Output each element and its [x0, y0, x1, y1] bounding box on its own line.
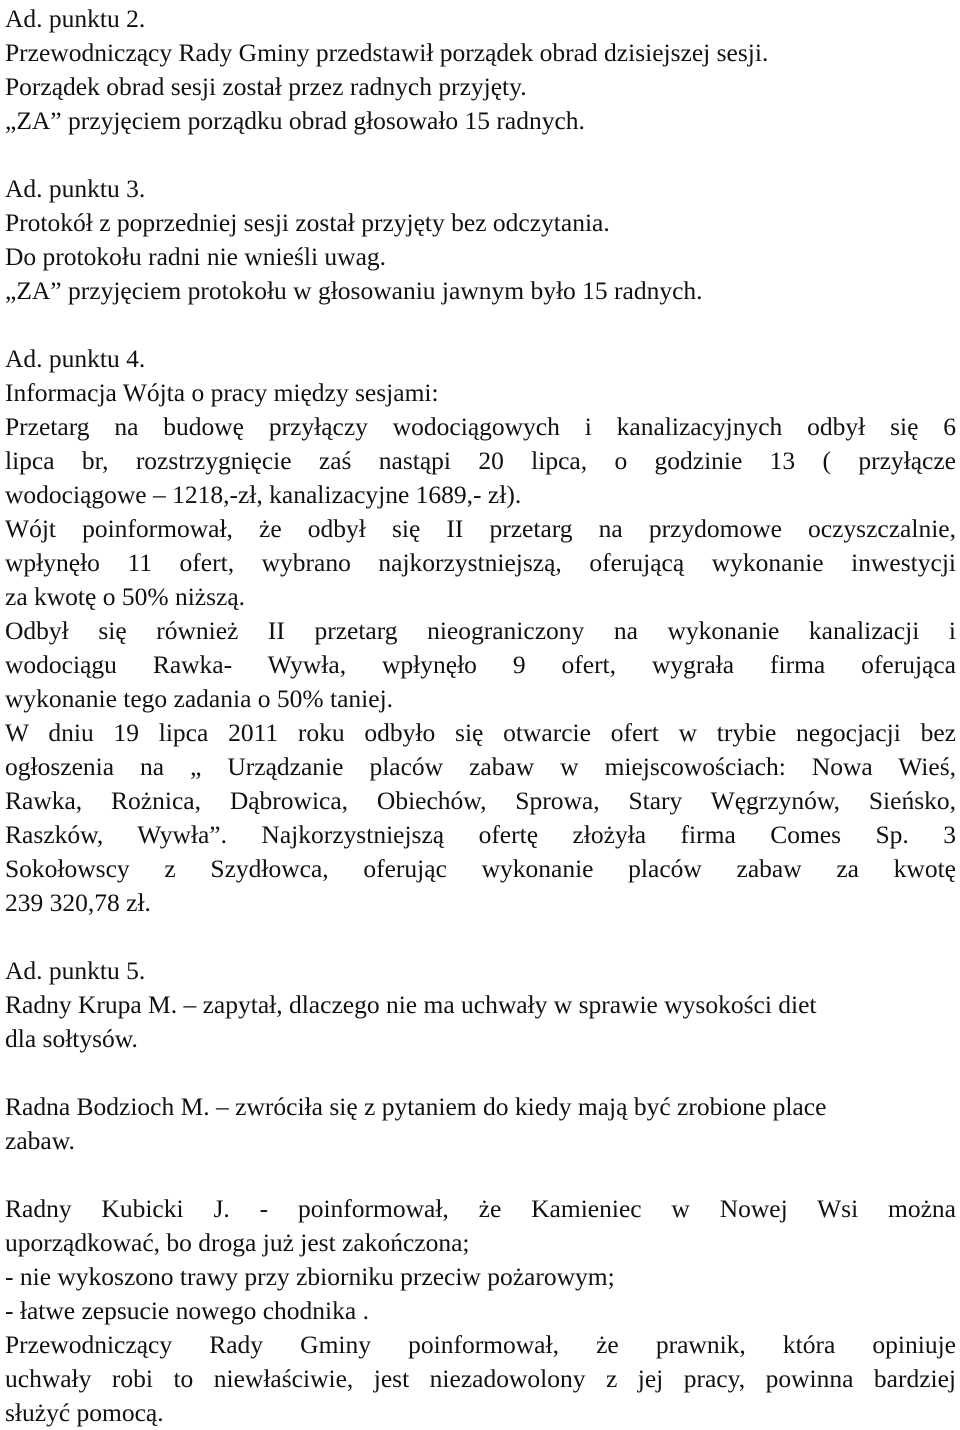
text-line: zabaw.	[5, 1126, 75, 1155]
text-line: „ZA” przyjęciem porządku obrad głosowało 15 radnych.	[5, 106, 585, 135]
text-line: Odbył się również II przetarg nieograniczony na wykonanie kanalizacji i	[5, 616, 956, 645]
blank-line	[5, 1056, 956, 1090]
text-line: wpłynęło 11 ofert, wybrano najkorzystniejszą, oferującą wykonanie inwestycji	[5, 548, 956, 577]
text-line: służyć pomocą.	[5, 1398, 164, 1427]
text-line: - łatwe zepsucie nowego chodnika .	[5, 1296, 369, 1325]
blank-line	[5, 920, 956, 954]
text-line: Informacja Wójta o pracy między sesjami:	[5, 378, 439, 407]
text-line: - nie wykoszono trawy przy zbiorniku przeciw pożarowym;	[5, 1262, 615, 1291]
heading-item-5: Ad. punktu 5.	[5, 956, 146, 985]
text-line: uchwały robi to niewłaściwie, jest niezadowolony z jej pracy, powinna bardziej	[5, 1364, 956, 1393]
blank-line	[5, 138, 956, 172]
text-line: Sokołowscy z Szydłowca, oferując wykonanie placów zabaw za kwotę	[5, 854, 956, 883]
text-line: Przetarg na budowę przyłączy wodociągowych i kanalizacyjnych odbył się 6	[5, 412, 956, 441]
text-line: Przewodniczący Rady Gminy poinformował, że prawnik, która opiniuje	[5, 1330, 956, 1359]
text-line: Rawka, Rożnica, Dąbrowica, Obiechów, Sprowa, Stary Węgrzynów, Sieńsko,	[5, 786, 956, 815]
text-line: uporządkować, bo droga już jest zakończona;	[5, 1228, 470, 1257]
blank-line	[5, 1158, 956, 1192]
heading-item-4: Ad. punktu 4.	[5, 344, 146, 373]
text-line: Przewodniczący Rady Gminy przedstawił porządek obrad dzisiejszej sesji.	[5, 38, 769, 67]
text-line: Wójt poinformował, że odbył się II przetarg na przydomowe oczyszczalnie,	[5, 514, 956, 543]
text-line: „ZA” przyjęciem protokołu w głosowaniu jawnym było 15 radnych.	[5, 276, 703, 305]
text-line: Do protokołu radni nie wnieśli uwag.	[5, 242, 387, 271]
blank-line	[5, 308, 956, 342]
text-line: Radny Kubicki J. - poinformował, że Kamieniec w Nowej Wsi można	[5, 1194, 956, 1223]
text-line: wykonanie tego zadania o 50% taniej.	[5, 684, 394, 713]
text-line: W dniu 19 lipca 2011 roku odbyło się otwarcie ofert w trybie negocjacji bez	[5, 718, 956, 747]
text-line: 239 320,78 zł.	[5, 888, 151, 917]
text-line: za kwotę o 50% niższą.	[5, 582, 246, 611]
text-line: Protokół z poprzedniej sesji został przyjęty bez odczytania.	[5, 208, 610, 237]
text-line: wodociągu Rawka- Wywła, wpłynęło 9 ofert, wygrała firma oferująca	[5, 650, 956, 679]
text-line: wodociągowe – 1218,-zł, kanalizacyjne 1689,- zł).	[5, 480, 522, 509]
text-line: Radny Krupa M. – zapytał, dlaczego nie ma uchwały w sprawie wysokości diet	[5, 990, 817, 1019]
text-line: Raszków, Wywła”. Najkorzystniejszą ofertę złożyła firma Comes Sp. 3	[5, 820, 956, 849]
text-line: Radna Bodzioch M. – zwróciła się z pytaniem do kiedy mają być zrobione place	[5, 1092, 827, 1121]
text-line: dla sołtysów.	[5, 1024, 138, 1053]
text-line: lipca br, rozstrzygnięcie zaś nastąpi 20 lipca, o godzinie 13 ( przyłącze	[5, 446, 956, 475]
document-page	[0, 2, 960, 1427]
text-line: Porządek obrad sesji został przez radnych przyjęty.	[5, 72, 527, 101]
text-line: ogłoszenia na „ Urządzanie placów zabaw w miejscowościach: Nowa Wieś,	[5, 752, 956, 781]
heading-item-2: Ad. punktu 2.	[5, 4, 146, 33]
heading-item-3: Ad. punktu 3.	[5, 174, 146, 203]
